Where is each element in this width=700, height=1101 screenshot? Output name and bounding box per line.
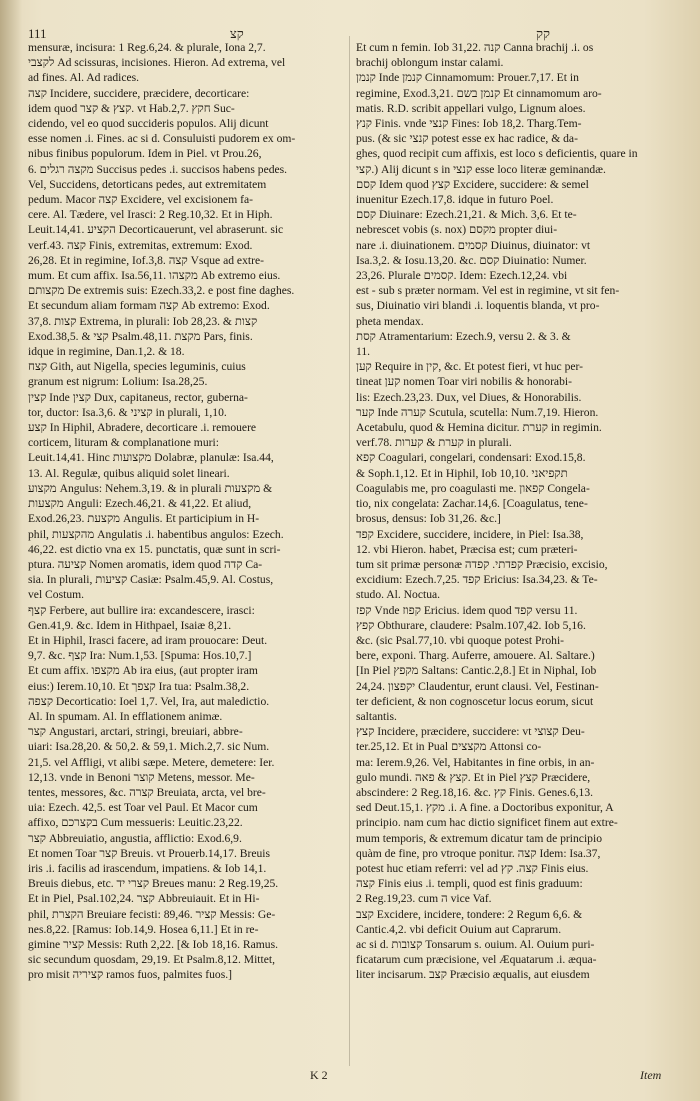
right-column-line: tineat קען nomen Toar viri nobilis & honorabi- [356, 375, 572, 389]
left-column-line: 26,28. Et in regimine, Iof.3,8. קצה Vsque ad extre- [28, 253, 264, 267]
right-column-line: sed Deut.15,1. מקץ .i. A fine. a Doctoribus exponitur, A [356, 801, 614, 815]
left-column-line: קצפה Decorticatio: Ioel 1,7. Vel, Ira, aut maledictio. [28, 694, 270, 708]
right-column-line: קנץ Finis. vnde קנצי Fines: Iob 18,2. Tharg.Tem- [356, 117, 582, 131]
left-column-line: Leuit.14,41. הקציע Decorticauerunt, vel abraserunt. sic [28, 223, 284, 237]
left-column-line: mensuræ, incisura: 1 Reg.6,24. & plurale, Iona 2,7. [28, 41, 266, 54]
left-column-line: 37,8. קצות Extrema, in plurali: Iob 28,23. & קצות [28, 314, 258, 328]
left-column [28, 40, 360, 983]
right-column-line: mum temporis, & extremum dicatur tam de principio [356, 831, 602, 845]
left-column-line: Et cum affix. מקצפו Ab ira eius, (aut propter iram [28, 664, 258, 678]
right-column-line: קפד Excidere, succidere, incidere, in Piel: Isa.38, [356, 527, 584, 541]
left-column-line: קצע In Hiphil, Abradere, decorticare .i. remouere [28, 421, 257, 435]
running-head-left: קצ [230, 26, 244, 41]
right-column-line: קצץ Incidere, præcidere, succidere: vt קצוצי Deu- [356, 725, 585, 739]
page-spine-shadow [0, 0, 22, 1101]
left-column-line: Breuis diebus, etc. קצרי יד Breues manu: 2 Reg.19,25. [28, 877, 279, 891]
left-column-line: Et in Piel, Psal.102,24. קצר Abbreuiauit. Et in Hi- [28, 892, 260, 906]
left-column-line: esse nomen .i. Fines. ac si d. Consuluisti pudorem ex om- [28, 132, 296, 146]
right-column-line: tio, nix congelata: Zachar.14,6. [Coagulatus, tene- [356, 497, 588, 511]
right-column-line: Acetabulu, quod & Hemina dicitur. קערת in regimin. [356, 421, 602, 435]
right-column-line: קנמן Inde קנמן Cinnamomum: Prouer.7,17. Et in [356, 71, 579, 85]
right-column-line: sus, Diuinatio viri blandi .i. loquentis blanda, vt pro- [356, 299, 600, 313]
left-column-line: קצר Angustari, arctari, stringi, breuiari, abbre- [28, 725, 243, 739]
left-column-line: sia. In plurali, קציעות Casiæ: Psalm.45,9. Al. Costus, [28, 573, 274, 587]
right-column-line: ghes, quod recipit cum affixis, est loco s deficientis, quare in [356, 147, 638, 161]
left-column-line: Exod.38,5. & קצי Psalm.48,11. מקצת Pars, finis. [28, 329, 253, 343]
right-column-line: &c. (sic Psal.77,10. vbi quoque potest Prohi- [356, 633, 565, 647]
left-column-line: מקצוע Angulus: Nehem.3,19. & in plurali מקצעות & [28, 481, 273, 495]
left-column-line: לקצבי Ad scissuras, incisiones. Hieron. Ad extrema, vel [28, 56, 286, 70]
left-column-line: Leuit.14,41. Hinc מקצועות Dolabræ, planulæ: Isa.44, [28, 451, 274, 465]
left-column-line: קצח Gith, aut Nigella, species leguminis, cuius [28, 360, 246, 374]
left-column-line: sic secundum quosdam, 29,19. Et Psalm.8,12. Mittet, [28, 953, 275, 967]
right-column-line: principio. nam cum hac dictio significet finem aut extre- [356, 816, 618, 830]
right-column-line: קפא Coagulari, congelari, condensari: Exod.15,8. [356, 451, 586, 465]
right-column-line: Coagulabis me, pro coagulasti me. קפאון Congela- [356, 481, 590, 495]
right-column-line: ac si d. קצובות Tonsarum s. ouium. Al. Ouium puri- [356, 937, 595, 951]
right-column-line: 12. vbi Hieron. habet, Præcisa est; cum præteri- [356, 542, 578, 556]
right-column-line: est - sub s præter normam. Vel est in regimine, vt sit fen- [356, 284, 620, 298]
right-column-line: inuenitur Ezech.17,8. idque in futuro Poel. [356, 193, 554, 207]
left-column-line: vel Costum. [28, 588, 85, 602]
left-column-line: granum est nigrum: Lolium: Isa.28,25. [28, 375, 208, 389]
left-column-line: uiari: Isa.28,20. & 50,2. & 59,1. Mich.2,7. sic Num. [28, 740, 270, 754]
signature-mark: K 2 [310, 1068, 328, 1082]
right-column-line: bere, exponi. Tharg. Auferre, amouere. Al. Saltare.) [356, 649, 595, 663]
left-column-line: Et secundum aliam formam קצה Ab extremo: Exod. [28, 299, 270, 313]
left-column-line: cidendo, vel eo quod succideris populos. Alij dicunt [28, 117, 269, 131]
left-column-line: corticem, lituram & complanatione muri: [28, 436, 219, 450]
right-column-line: ter.25,12. Et in Pual מקצצים Attonsi co- [356, 740, 542, 754]
right-column [356, 40, 688, 983]
left-column-line: 12,13. vnde in Benoni קוצר Metens, messor. Me- [28, 770, 255, 784]
right-column-line: saltantis. [356, 709, 397, 723]
page-number: 111 [28, 26, 47, 41]
left-column-line: idque in regimine, Dan.1,2. & 18. [28, 345, 185, 359]
left-column-line: מקצעות Anguli: Ezech.46,21. & 41,22. Et aliud, [28, 497, 252, 511]
right-column-line: pheta mendax. [356, 314, 424, 328]
right-column-line: lis: Ezech.23,23. Dux, vel Diues, & Honorabilis. [356, 390, 582, 404]
right-column-line: verf.78. קערת & קערות in plurali. [356, 436, 512, 450]
right-column-line: קער Inde קערה Scutula, scutella: Num.7,19. Hieron. [356, 405, 599, 419]
left-column-line: Gen.41,9. &c. Idem in Hithpael, Isaiæ 8,21. [28, 618, 232, 632]
left-column-line: uia: Ezech. 42,5. est Toar vel Paul. Et Macor cum [28, 801, 258, 815]
left-column-line: ptura. קציעה Nomen aromatis, idem quod קדה Ca- [28, 557, 263, 571]
right-column-line: brosus, densus: Iob 31,26. &c.] [356, 512, 501, 526]
left-column-line: verf.43. קצה Finis, extremitas, extremum: Exod. [28, 238, 253, 252]
right-column-line: liter incisarum. קצב Præcisio æqualis, aut eiusdem [356, 968, 590, 982]
right-column-line: abscindere: 2 Reg.18,16. &c. קץ Finis. Genes.6,13. [356, 785, 594, 799]
right-column-line: nare .i. diuinationem. קסמים Diuinus, diuinator: vt [356, 238, 591, 252]
right-column-line: 11. [356, 345, 371, 359]
right-column-line: Isa.3,2. & Iosu.13,20. &c. קסם Diuinatio: Numer. [356, 253, 587, 267]
right-column-line: regimine, Exod.3,21. קנמן בשם Et cinnamomum aro- [356, 86, 602, 100]
left-column-line: 13. Al. Regulæ, quibus aliquid solet lineari. [28, 466, 230, 480]
left-column-line: קצר Abbreuiatio, angustia, afflictio: Exod.6,9. [28, 831, 242, 845]
right-column-line: ficatarum cum præcisione, vel Æquatarum .i. æqua- [356, 953, 597, 967]
right-column-line: matis. R.D. scribit appellari vulgo, Lignum aloes. [356, 101, 586, 115]
right-column-line: 2 Reg.19,23. cum ה vice Vaf. [356, 892, 492, 906]
left-column-line: Et nomen Toar קצר Breuis. vt Prouerb.14,17. Breuis [28, 846, 271, 860]
left-column-line: קצין Inde קצין Dux, capitaneus, rector, guberna- [28, 390, 248, 404]
right-column-line: [In Piel מקפץ Saltans: Cantic.2,8.] Et in Niphal, Iob [356, 664, 597, 678]
left-column-line: tor, ductor: Isa.3,6. & קציני in plurali, 1,10. [28, 405, 227, 419]
right-column-line: קסם Diuinare: Ezech.21,21. & Mich. 3,6. Et te- [356, 208, 577, 222]
left-column-line: Al. In spumam. Al. In efflationem animæ. [28, 709, 223, 723]
left-column-line: Exod.26,23. מקצעת Angulis. Et participium in H- [28, 512, 260, 526]
right-column-line: קצב Excidere, incidere, tondere: 2 Regum 6,6. & [356, 907, 583, 921]
left-column-line: cere. Al. Tædere, vel Irasci: 2 Reg.10,32. Et in Hiph. [28, 208, 273, 222]
right-column-line: קצה Finis eius .i. templi, quod est finis graduum: [356, 877, 583, 891]
left-column-line: pedum. Macor קצה Excidere, vel excisionem fa- [28, 193, 253, 207]
left-column-line: pro misit קציריה ramos fuos, palmites fuos.] [28, 968, 232, 982]
right-column-line: nebrescet vobis (s. nox) מקסם propter diui- [356, 223, 558, 237]
running-head-right: קק [536, 26, 550, 41]
right-column-line: קסם Idem quod קצץ Excidere, succidere: & semel [356, 177, 589, 191]
right-column-line: pus. (& sic קנצי potest esse ex hac radice, & da- [356, 132, 578, 146]
left-column-line: 9,7. &c. קצף Ira: Num.1,53. [Spuma: Hos.10,7.] [28, 649, 252, 663]
left-column-line: tentes, messores, &c. קצרה Breuiata, arcta, vel bre- [28, 785, 266, 799]
left-column-line: gimine קציר Messis: Ruth 2,22. [& Iob 18,16. Ramus. [28, 937, 279, 951]
left-column-line: nibus finibus populorum. Idem in Piel. vt Prou.26, [28, 147, 262, 161]
left-column-line: nes.8,22. [Ramus: Iob.14,9. Hosea 6,11.] Et in re- [28, 922, 259, 936]
right-column-line: quàm de fine, pro vtroque ponitur. קצה Idem: Isa.37, [356, 846, 601, 860]
right-column-line: tum sit primæ personæ קפדתי. קפדה Præcisio, excisio, [356, 557, 608, 571]
right-column-line: & Soph.1,12. Et in Hiphil, Iob 10,10. תקפיאני [356, 466, 568, 480]
left-column-line: phil, מהקצעות Angulatis .i. habentibus angulos: Ezech. [28, 527, 284, 541]
right-column-line: brachij oblongum instar calami. [356, 56, 504, 70]
right-column-line: ter deficient, & non cognoscetur locus eorum, sicut [356, 694, 594, 708]
left-column-line: קצף Ferbere, aut bullire ira: excandescere, irasci: [28, 603, 255, 617]
right-column-line: קען Require in קין, &c. Et potest fieri, vt huc per- [356, 360, 584, 374]
right-column-line: 23,26. Plurale קסמים. Idem: Ezech.12,24. vbi [356, 269, 568, 283]
right-column-line: קצי.) Alij dicunt s in קנצי esse loco literæ geminandæ. [356, 162, 606, 176]
right-column-line: gulo mundi. קצץ & פאה. Et in Piel קצץ Præcidere, [356, 770, 591, 784]
left-column-line: affixo, בקצרכם Cum messueris: Leuitic.23,22. [28, 816, 243, 830]
right-column-line: studo. Al. Noctua. [356, 588, 441, 602]
left-column-line: phil, הקצרת Breuiare fecisti: 89,46. קציר Messis: Ge- [28, 907, 276, 921]
left-column-line: 6. מקצה רגלים Succisus pedes .i. succisos habens pedes. [28, 162, 288, 176]
left-column-line: 46,22. est dictio vna ex 15. punctatis, quæ sunt in scri- [28, 542, 281, 556]
left-column-line: 21,5. vel Affligi, vt alibi sæpe. Metere, demetere: Ier. [28, 755, 275, 769]
catchword: Item [640, 1068, 662, 1082]
left-column-line: Vel, Succidens, detorticans pedes, aut extremitatem [28, 177, 267, 191]
right-column-line: קסת Atramentarium: Ezech.9, versu 2. & 3. & [356, 329, 571, 343]
left-column-line: mum. Et cum affix. Isa.56,11. מקצהו Ab extremo eius. [28, 269, 281, 283]
right-column-line: potest huc etiam referri: vel ad קצה. קץ Finis eius. [356, 861, 589, 875]
right-column-line: Et cum n femin. Iob 31,22. קנה Canna brachij .i. os [356, 41, 594, 54]
left-column-line: idem quod קצץ & קצר. vt Hab.2,7. חקץ Suc- [28, 101, 235, 115]
left-column-line: ad fines. Al. Ad radices. [28, 71, 140, 85]
right-column-line: קפץ Obthurare, claudere: Psalm.107,42. Iob 5,16. [356, 618, 586, 632]
right-column-line: ma: Ierem.9,26. Vel, Habitantes in fine orbis, in an- [356, 755, 595, 769]
right-column-line: קפז Vnde קפוז Ericius. idem quod קפד versu 11. [356, 603, 578, 617]
left-column-line: קצה Incidere, succidere, præcidere, decorticare: [28, 86, 250, 100]
right-column-line: 24,24. יקפצון Claudentur, erunt clausi. Vel, Festinan- [356, 679, 599, 693]
left-column-line: eius:) Ierem.10,10. Et קצפך Ira tua: Psalm.38,2. [28, 679, 250, 693]
left-column-line: iris .i. facilis ad irascendum, impatiens. & Iob 14,1. [28, 861, 267, 875]
left-column-line: מקצותם De extremis suis: Ezech.33,2. e post fine daghes. [28, 284, 295, 298]
left-column-line: Et in Hiphil, Irasci facere, ad iram prouocare: Deut. [28, 633, 268, 647]
right-column-line: excidium: Ezech.7,25. קפד Ericius: Isa.34,23. & Te- [356, 573, 598, 587]
right-column-line: Cantic.4,2. vbi deficit Ouium aut Caprarum. [356, 922, 562, 936]
